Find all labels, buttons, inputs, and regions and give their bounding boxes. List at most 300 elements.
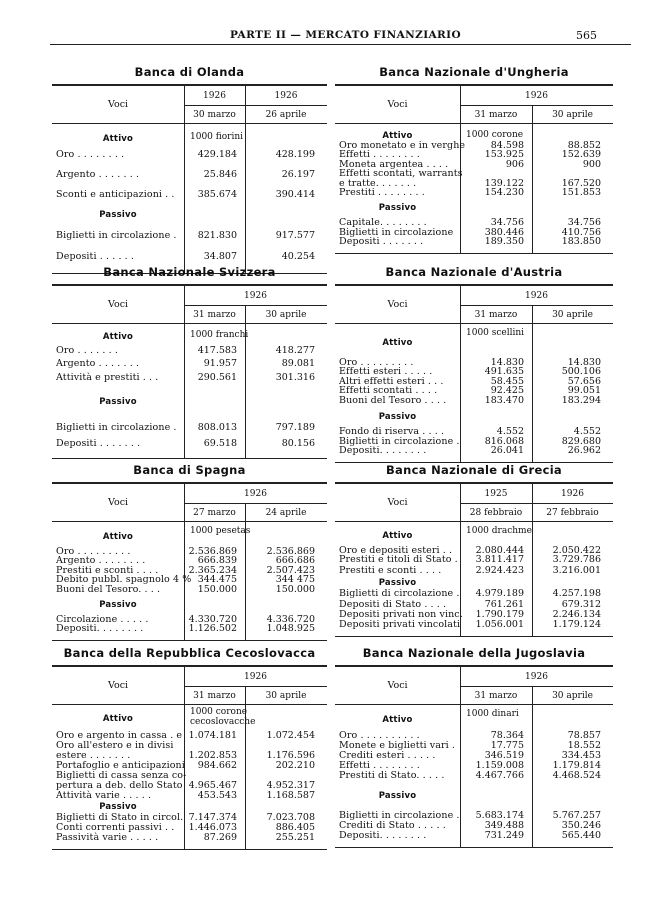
section-row	[335, 577, 613, 589]
row-label: Effetti scontati . . . .	[339, 385, 438, 397]
bank-title: Banca Nazionale di Grecia	[385, 463, 562, 477]
value-col1: 344.475	[197, 574, 237, 586]
table-row	[52, 344, 327, 358]
row-label: Biglietti in circolazione .	[56, 230, 177, 241]
date-header: 30 aprile	[552, 690, 593, 701]
unit-label	[466, 709, 519, 719]
table-row	[335, 565, 613, 577]
header-mid-rule	[460, 105, 613, 106]
row-label: Monete e biglietti vari .	[339, 740, 456, 751]
unit-line: 1000 dinari	[466, 709, 519, 719]
row-label: Argento . . . . . . .	[56, 358, 140, 370]
value-col1: 2.924.423	[475, 565, 524, 576]
row-label: Prestiti . . . . . . . .	[339, 187, 425, 199]
value-col2: 350.246	[561, 820, 601, 831]
row-label: Biglietti in circolazione .	[56, 421, 177, 433]
table-row	[52, 585, 327, 595]
value-col2: 1.179.814	[552, 760, 601, 771]
row-label: Buoni del Tesoro. . . .	[56, 583, 161, 595]
row-label: e tratte. . . . . . .	[339, 177, 417, 189]
value-col2: 797.189	[275, 421, 315, 433]
row-label: Depositi . . . . . . .	[339, 236, 424, 248]
section-row	[335, 198, 613, 218]
value-col2: 183.850	[561, 236, 601, 248]
value-col2: 334.453	[561, 750, 601, 761]
value-col2: 900	[582, 158, 601, 170]
value-col1: 761.261	[484, 598, 524, 610]
unit-label	[190, 330, 248, 340]
row-label: Oro . . . . . . . . .	[56, 545, 131, 557]
header-mid-rule	[460, 686, 613, 687]
table-row	[52, 419, 327, 437]
section-label: Passivo	[99, 396, 137, 407]
value-col1: 2.365.234	[188, 564, 237, 576]
bank-title: Banca Nazionale d'Austria	[385, 265, 563, 279]
value-col1: 154.230	[484, 187, 524, 199]
row-label: Depositi. . . . . . . .	[339, 445, 427, 457]
value-col1: 1.126.502	[188, 623, 237, 635]
row-label: Oro monetato e in verghe	[339, 139, 466, 151]
value-col1: 816.068	[484, 435, 524, 447]
value-col1: 78.364	[490, 730, 524, 741]
section-row	[52, 132, 327, 145]
value-col1: 417.583	[197, 344, 237, 356]
value-col2: 4.257.198	[552, 588, 601, 600]
unit-label	[190, 526, 250, 536]
value-col2: 500.106	[561, 366, 601, 378]
bank-title: Banca Nazionale d'Ungheria	[379, 65, 569, 79]
section-row	[335, 328, 613, 358]
table-bottom-rule	[52, 640, 327, 641]
voci-header: Voci	[108, 497, 129, 508]
value-col2: 3.729.786	[552, 554, 601, 566]
section-row	[52, 385, 327, 419]
table-bottom-rule	[335, 253, 613, 254]
value-col1: 2.536.869	[188, 545, 237, 557]
date-header: 24 aprile	[265, 507, 307, 518]
table-bottom-rule	[52, 849, 327, 850]
date-header: 30 aprile	[265, 309, 307, 320]
section-label: Attivo	[382, 338, 413, 348]
value-col2: 88.852	[567, 139, 601, 151]
value-col1: 731.249	[484, 830, 524, 841]
value-col2: 4.336.720	[266, 613, 315, 625]
value-col1: 183.470	[484, 394, 524, 406]
value-col2: 886.405	[275, 822, 315, 833]
section-label: Attivo	[102, 531, 134, 542]
row-label: Moneta argentea . . . .	[339, 158, 449, 170]
date-header: 31 marzo	[474, 690, 518, 701]
value-col2: 40.254	[281, 251, 315, 262]
table-bottom-rule	[335, 847, 613, 848]
bank-title: Banca di Spagna	[133, 463, 246, 477]
table-row	[52, 437, 327, 452]
header-mid-rule	[184, 105, 327, 106]
table-bottom-rule	[52, 458, 327, 459]
page-number: 565	[576, 29, 597, 42]
table-row	[52, 371, 327, 385]
row-label: Depositi. . . . . . . .	[56, 623, 144, 635]
value-col2: 1.168.587	[266, 790, 315, 801]
value-col1: 349.488	[484, 820, 524, 831]
bank-title: Banca della Repubblica Cecoslovacca	[63, 646, 316, 660]
row-label: Biglietti di circolazione .	[339, 588, 460, 600]
section-row	[52, 707, 327, 731]
row-label: Passività varie . . . . .	[56, 832, 159, 843]
data-table	[52, 667, 327, 849]
row-label: Prestiti e sconti . . . .	[339, 565, 442, 576]
bank-title: Banca di Olanda	[134, 65, 245, 79]
table-row	[335, 396, 613, 406]
unit-line: cecoslovacche	[190, 717, 256, 727]
date-header: 30 marzo	[193, 109, 236, 120]
value-col2: 829.680	[561, 435, 601, 447]
row-label: Argento . . . . . . . .	[56, 555, 146, 567]
section-label: Passivo	[99, 599, 137, 610]
header-rule	[50, 44, 631, 45]
value-col2: 14.830	[567, 356, 601, 368]
value-col1: 17.775	[490, 740, 524, 751]
value-col1: 2.080.444	[475, 544, 524, 556]
value-col2: 26.962	[567, 445, 601, 457]
row-label: pertura a deb. dello Stato	[56, 780, 183, 791]
value-col2: 202.210	[275, 760, 315, 771]
value-col2: 4.552	[573, 426, 601, 438]
value-col2: 183.294	[561, 394, 601, 406]
table-bottom-rule	[335, 636, 613, 637]
row-label: Circolazione . . . . .	[56, 613, 149, 625]
data-table	[52, 484, 327, 640]
row-label: Oro . . . . . . . .	[56, 149, 125, 160]
value-col2: 34.756	[567, 217, 601, 228]
section-label: Passivo	[378, 203, 417, 213]
value-col1: 92.425	[490, 385, 524, 397]
value-col1: 906	[505, 158, 524, 170]
header-mid-rule	[184, 686, 327, 687]
value-col2: 301.316	[275, 371, 315, 383]
unit-line: 1000 fiorini	[190, 132, 244, 142]
value-col2: 2.050.422	[552, 544, 601, 556]
table-row	[52, 791, 327, 801]
data-table	[335, 484, 613, 636]
row-label: Depositi. . . . . . . .	[339, 830, 427, 841]
value-col2: 152.639	[561, 149, 601, 161]
value-col1: 821.830	[197, 230, 237, 241]
year-header: 1926	[525, 671, 548, 682]
row-label: Attività varie . . . . .	[56, 790, 152, 801]
table-row	[335, 447, 613, 457]
header-mid-rule	[460, 305, 613, 306]
value-col1: 4.979.189	[475, 588, 524, 600]
data-table	[52, 286, 327, 458]
year-header: 1926	[244, 290, 267, 301]
value-col2: 666.686	[275, 555, 315, 567]
date-header: 27 marzo	[193, 507, 236, 518]
row-label: Debito pubbl. spagnolo 4 %	[56, 574, 192, 586]
table-row	[335, 610, 613, 620]
row-label: Crediti esteri . . . . .	[339, 750, 436, 761]
value-col1: 25.846	[203, 169, 237, 180]
table-row	[335, 589, 613, 600]
row-label: Biglietti in circolazione .	[339, 810, 460, 821]
value-col2: 255.251	[275, 832, 315, 843]
value-col1: 14.830	[490, 356, 524, 368]
header-mid-rule	[460, 503, 613, 504]
value-col1: 84.598	[490, 139, 524, 151]
value-col1: 808.013	[197, 421, 237, 433]
header-mid-rule	[184, 503, 327, 504]
row-label: Biglietti di cassa senza co-	[56, 770, 187, 781]
date-header: 30 aprile	[265, 690, 307, 701]
section-label: Passivo	[378, 578, 417, 588]
value-col1: 34.756	[490, 217, 524, 228]
table-row	[335, 771, 613, 781]
value-col2: 2.536.869	[266, 545, 315, 557]
row-label: Biglietti in circolazione	[339, 226, 454, 238]
section-label: Attivo	[102, 133, 134, 144]
unit-label	[466, 328, 524, 338]
section-row	[335, 781, 613, 811]
date-header: 26 aprile	[265, 109, 307, 120]
row-label: Fondo di riserva . . . .	[339, 426, 445, 438]
date-header: 28 febbraio	[469, 507, 523, 518]
value-col1: 26.041	[490, 445, 524, 457]
section-row	[52, 595, 327, 615]
value-col1: 380.446	[484, 226, 524, 238]
value-col1: 429.184	[197, 149, 237, 160]
value-col1: 58.455	[490, 375, 524, 387]
date-header: 31 marzo	[193, 309, 236, 320]
value-col1: 346.519	[484, 750, 524, 761]
value-col2: 151.853	[561, 187, 601, 199]
row-label: Depositi privati non vinc.	[339, 608, 463, 620]
value-col2: 2.246.134	[552, 608, 601, 620]
row-label: Conti correnti passivi . .	[56, 822, 175, 833]
section-label: Passivo	[99, 210, 137, 220]
value-col1: 1.159.008	[475, 760, 524, 771]
value-col1: 139.122	[484, 177, 524, 189]
value-col1: 91.957	[203, 358, 237, 370]
row-label: Oro e argento in cassa . e	[56, 730, 183, 741]
section-label: Attivo	[382, 531, 413, 541]
table-row	[335, 620, 613, 630]
year-header: 1925	[484, 488, 508, 499]
value-col2: 1.048.925	[266, 623, 315, 635]
value-col2: 80.156	[281, 438, 315, 449]
year-header: 1926	[525, 290, 548, 301]
year-header: 1926	[203, 90, 226, 101]
value-col2: 18.552	[567, 740, 601, 751]
year-header: 1926	[525, 90, 548, 101]
value-col2: 167.520	[561, 177, 601, 189]
data-table	[335, 86, 613, 253]
value-col1: 1.056.001	[475, 618, 524, 630]
page-header	[0, 30, 659, 44]
row-label: Prestiti di Stato. . . . .	[339, 770, 445, 781]
unit-line: 1000 franchi	[190, 330, 249, 340]
voci-header: Voci	[387, 497, 408, 508]
table-row	[52, 185, 327, 205]
value-col1: 491.635	[484, 366, 524, 378]
unit-line: 1000 corone	[466, 130, 524, 140]
value-col1: 453.543	[197, 790, 237, 801]
value-col2: 1.176.596	[266, 750, 315, 761]
voci-header: Voci	[108, 99, 129, 110]
bank-title: Banca Nazionale della Jugoslavia	[362, 646, 586, 660]
value-col2: 344 475	[275, 574, 315, 586]
value-col1: 1.074.181	[188, 730, 237, 741]
row-label: Prestiti e titoli di Stato .	[339, 554, 458, 566]
row-label: Sconti e anticipazioni . .	[56, 189, 175, 200]
row-label: Oro . . . . . . . . . .	[339, 730, 420, 741]
data-table	[335, 667, 613, 847]
row-label: Buoni del Tesoro . . . .	[339, 394, 447, 406]
section-row	[52, 330, 327, 344]
row-label: estere . . . . . . .	[56, 750, 131, 761]
bank-title: Banca Nazionale Svizzera	[103, 265, 276, 279]
section-label: Attivo	[382, 130, 413, 141]
section-row	[335, 406, 613, 428]
value-col2: 7.023.708	[266, 812, 315, 823]
date-header: 27 febbraio	[546, 507, 599, 518]
unit-line: 1000 drachme	[466, 526, 532, 536]
year-header: 1926	[561, 488, 584, 499]
row-label: Effetti esteri . . . . .	[339, 366, 433, 378]
section-label: Passivo	[378, 791, 417, 801]
value-col2: 150.000	[275, 583, 315, 595]
section-row	[52, 205, 327, 225]
unit-line: 1000 pesetas	[190, 526, 251, 536]
value-col1: 1.202.853	[188, 750, 237, 761]
value-col1: 1.446.073	[188, 822, 237, 833]
value-col1: 87.269	[203, 832, 237, 843]
value-col2: 99.051	[567, 385, 601, 397]
value-col2: 917.577	[275, 230, 315, 241]
voci-header: Voci	[387, 680, 408, 691]
running-title: PARTE II — MERCATO FINANZIARIO	[230, 29, 462, 41]
voci-header: Voci	[108, 299, 129, 310]
value-col2: 89.081	[281, 358, 315, 370]
header-mid-rule	[184, 305, 327, 306]
unit-label	[466, 130, 523, 140]
row-label: Oro . . . . . . .	[56, 344, 119, 356]
value-col1: 666.839	[197, 555, 237, 567]
date-header: 30 aprile	[552, 309, 593, 320]
row-label: Biglietti in circolazione .	[339, 435, 460, 447]
row-label: Effetti . . . . . . . .	[339, 149, 420, 161]
value-col1: 189.350	[484, 236, 524, 248]
value-col1: 385.674	[197, 189, 237, 200]
value-col2: 679.312	[561, 598, 601, 610]
row-label: Biglietti di Stato in circol.	[56, 812, 184, 823]
row-label: Oro all'estero e in divisi	[56, 740, 174, 751]
value-col2: 410.756	[561, 226, 601, 238]
value-col1: 153.925	[484, 149, 524, 161]
unit-label	[190, 132, 243, 142]
section-row	[335, 526, 613, 546]
row-label: Crediti di Stato . . . . .	[339, 820, 446, 831]
voci-header: Voci	[387, 299, 408, 310]
value-col2: 5.767.257	[552, 810, 601, 821]
row-label: Effetti scontati, warrants	[339, 168, 463, 180]
table-row	[52, 833, 327, 843]
voci-header: Voci	[387, 99, 408, 110]
table-row	[52, 625, 327, 635]
year-header: 1926	[244, 488, 267, 499]
table-row	[52, 145, 327, 165]
table-row	[52, 165, 327, 185]
value-col2: 26.197	[281, 169, 315, 180]
section-row	[335, 709, 613, 731]
unit-line: 1000 corone	[190, 707, 248, 717]
value-col2: 78.857	[567, 730, 601, 741]
value-col1: 34.807	[203, 251, 237, 262]
data-table	[335, 286, 613, 462]
row-label: Argento . . . . . . .	[56, 169, 140, 180]
value-col1: 1.790.179	[475, 608, 524, 620]
row-label: Depositi privati vincolati	[339, 618, 461, 630]
row-label: Oro e depositi esteri . .	[339, 544, 453, 556]
value-col1: 4.552	[496, 426, 524, 438]
table-row	[52, 358, 327, 372]
table-row	[52, 247, 327, 267]
section-label: Attivo	[102, 332, 134, 342]
value-col2: 428.199	[275, 149, 315, 160]
value-col1: 69.518	[203, 438, 237, 449]
row-label: Altri effetti esteri . . .	[339, 375, 444, 387]
value-col2: 3.216.001	[552, 565, 601, 576]
unit-line: 1000 scellini	[466, 328, 525, 338]
row-label: Capitale. . . . . . . .	[339, 217, 427, 228]
row-label: Depositi . . . . . .	[56, 251, 135, 262]
table-row	[335, 831, 613, 841]
row-label: Attività e prestiti . . .	[56, 371, 159, 383]
table-row	[335, 556, 613, 566]
value-col1: 3.811.417	[475, 554, 524, 566]
value-col1: 5.683.174	[475, 810, 524, 821]
date-header: 31 marzo	[474, 309, 518, 320]
unit-label	[466, 526, 532, 536]
value-col2: 4.952.317	[266, 780, 315, 791]
year-header: 1926	[244, 671, 267, 682]
section-row	[52, 526, 327, 547]
year-header: 1926	[274, 90, 298, 101]
value-col1: 4.330.720	[188, 613, 237, 625]
date-header: 31 marzo	[474, 109, 518, 120]
value-col2: 390.414	[275, 189, 315, 200]
row-label: Oro . . . . . . . . .	[339, 356, 414, 368]
table-row	[335, 189, 613, 199]
value-col2: 4.468.524	[552, 770, 601, 781]
date-header: 30 aprile	[552, 109, 593, 120]
table-row	[52, 225, 327, 247]
table-row	[335, 600, 613, 610]
row-label: Depositi . . . . . . .	[56, 438, 141, 449]
value-col1: 290.561	[197, 371, 237, 383]
unit-label	[190, 707, 255, 727]
row-label: Depositi di Stato . . . .	[339, 598, 447, 610]
value-col2: 565.440	[561, 830, 601, 841]
value-col2: 2.507.423	[266, 564, 315, 576]
section-label: Attivo	[382, 715, 413, 725]
value-col1: 984.662	[197, 760, 237, 771]
data-table	[52, 86, 327, 273]
value-col1: 4.467.766	[475, 770, 524, 781]
value-col1: 7.147.374	[188, 812, 237, 823]
row-label: Portafoglio e anticipazioni	[56, 760, 185, 771]
section-label: Passivo	[378, 411, 417, 422]
value-col2: 57.656	[567, 375, 601, 387]
